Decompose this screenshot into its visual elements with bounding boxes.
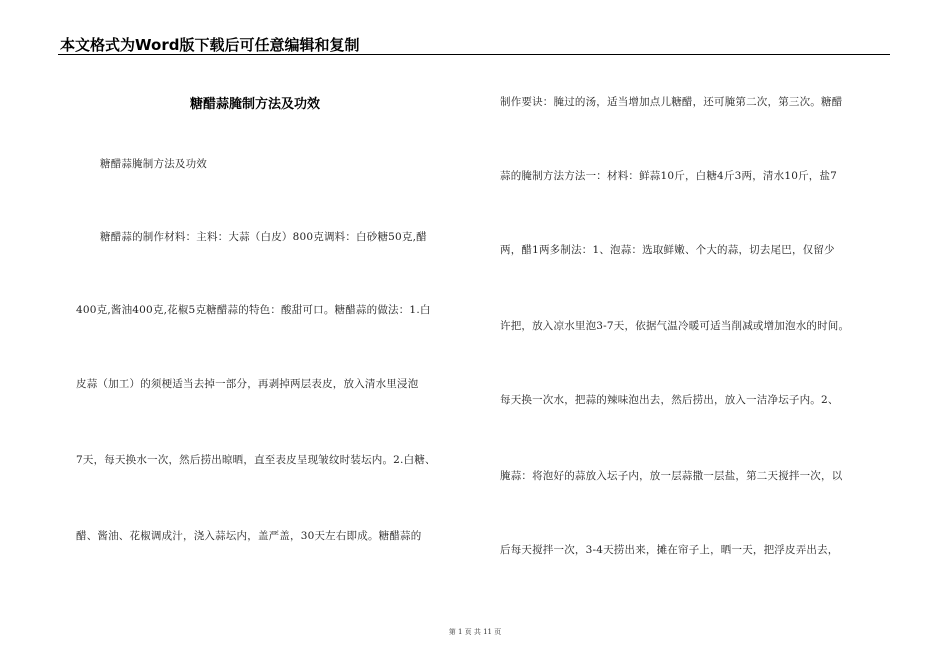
document-title: 糖醋蒜腌制方法及功效: [190, 97, 321, 112]
paragraph-line: 许把，放入凉水里泡3-7天，依据气温冷暖可适当削减或增加泡水的时间。: [500, 320, 850, 332]
paragraph-line: 两，醋1两多制法：1、泡蒜：选取鲜嫩、个大的蒜，切去尾巴，仅留少: [500, 244, 835, 256]
paragraph-line: 皮蒜（加工）的须梗适当去掉一部分，再剥掉两层表皮，放入清水里浸泡: [76, 378, 419, 390]
paragraph-line: 腌蒜：将泡好的蒜放入坛子内，放一层蒜撒一层盐，第二天搅拌一次，以: [500, 470, 843, 482]
page-number: 第 1 页 共 11 页: [448, 628, 502, 636]
paragraph-line: 制作要诀：腌过的汤，适当增加点儿糖醋，还可腌第二次，第三次。糖醋: [500, 96, 843, 108]
paragraph-line: 每天换一次水，把蒜的辣味泡出去，然后捞出，放入一洁净坛子内。2、: [500, 394, 839, 406]
paragraph-line: 糖醋蒜的制作材料：主料：大蒜（白皮）800克调料：白砂糖50克,醋: [100, 231, 427, 243]
paragraph-line: 400克,酱油400克,花椒5克糖醋蒜的特色：酸甜可口。糖醋蒜的做法：1.白: [76, 304, 431, 316]
header-banner-text: 本文格式为Word版下载后可任意编辑和复制: [60, 36, 360, 54]
paragraph-line: 后每天搅拌一次，3-4天捞出来，摊在帘子上，晒一天，把浮皮弄出去，: [500, 544, 839, 556]
paragraph-line: 7天，每天换水一次，然后捞出晾晒，直至表皮呈现皱纹时装坛内。2.白糖、: [76, 454, 436, 466]
paragraph-line: 糖醋蒜腌制方法及功效: [100, 158, 207, 170]
paragraph-line: 醋、酱油、花椒调成汁，浇入蒜坛内，盖严盖，30天左右即成。糖醋蒜的: [76, 530, 422, 542]
paragraph-line: 蒜的腌制方法方法一：材料：鲜蒜10斤，白糖4斤3两，清水10斤，盐7: [500, 170, 838, 182]
document-header: [58, 30, 890, 55]
